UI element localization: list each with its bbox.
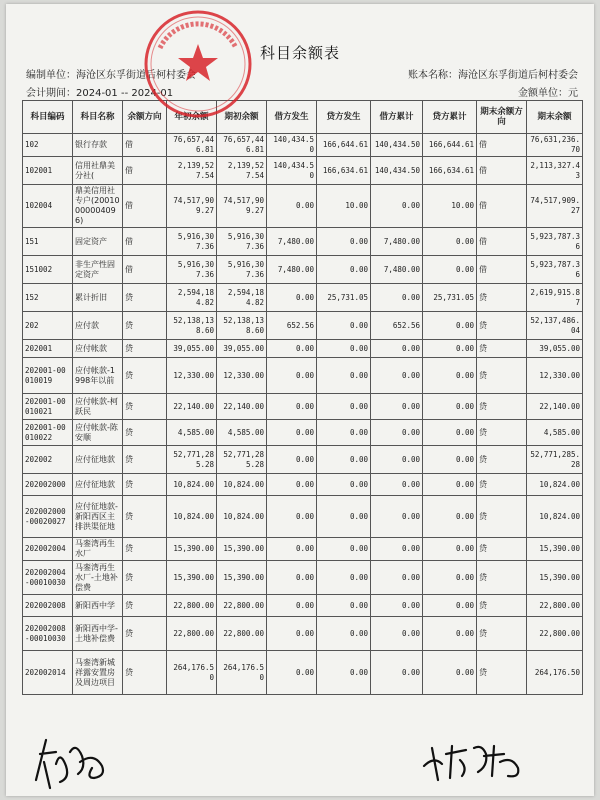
period-opening-balance: 22,800.00 xyxy=(217,595,267,617)
table-body xyxy=(23,134,583,695)
table-row xyxy=(23,474,583,496)
table-row xyxy=(23,617,583,651)
year-opening-balance: 5,916,307.36 xyxy=(167,256,217,284)
balance-direction: 贷 xyxy=(123,561,167,595)
period-opening-balance: 15,390.00 xyxy=(217,538,267,561)
credit-amount: 166,644.61 xyxy=(317,134,371,157)
debit-cumulative: 0.00 xyxy=(371,595,423,617)
credit-amount: 0.00 xyxy=(317,228,371,256)
credit-cumulative: 0.00 xyxy=(423,651,477,695)
debit-cumulative: 140,434.50 xyxy=(371,157,423,185)
credit-amount: 10.00 xyxy=(317,185,371,228)
table-row xyxy=(23,595,583,617)
balance-direction: 借 xyxy=(123,185,167,228)
table-row xyxy=(23,420,583,446)
debit-amount: 0.00 xyxy=(267,496,317,538)
debit-amount: 7,480.00 xyxy=(267,256,317,284)
credit-amount: 0.00 xyxy=(317,420,371,446)
balance-direction: 贷 xyxy=(123,617,167,651)
ending-balance-direction: 贷 xyxy=(477,617,527,651)
accounting-period: 会计期间：2024-01 -- 2024-01 xyxy=(26,88,174,99)
balance-direction: 贷 xyxy=(123,446,167,474)
page-title: 科目余额表 xyxy=(259,44,340,62)
debit-cumulative: 0.00 xyxy=(371,496,423,538)
column-header: 年初余额 xyxy=(167,101,217,134)
table-row xyxy=(23,394,583,420)
account-name: 非生产性固定资产 xyxy=(73,256,123,284)
table-row xyxy=(23,228,583,256)
account-code: 202002004-00010030 xyxy=(23,561,73,595)
debit-amount: 0.00 xyxy=(267,358,317,394)
account-name: 应付征地款 xyxy=(73,474,123,496)
debit-amount: 0.00 xyxy=(267,538,317,561)
ending-balance-direction: 借 xyxy=(477,185,527,228)
account-code: 202002 xyxy=(23,446,73,474)
year-opening-balance: 15,390.00 xyxy=(167,538,217,561)
balance-direction: 借 xyxy=(123,228,167,256)
ending-balance-direction: 贷 xyxy=(477,312,527,340)
balance-direction: 借 xyxy=(123,157,167,185)
table-row xyxy=(23,256,583,284)
debit-amount: 7,480.00 xyxy=(267,228,317,256)
account-code: 202001-00010022 xyxy=(23,420,73,446)
account-name: 马銮湾新城祥露安置房及周边项目 xyxy=(73,651,123,695)
debit-amount: 0.00 xyxy=(267,185,317,228)
credit-cumulative: 25,731.05 xyxy=(423,284,477,312)
account-book-name: 账本名称：海沧区东孚街道后柯村委会 xyxy=(408,70,578,81)
credit-amount: 0.00 xyxy=(317,617,371,651)
balance-table xyxy=(22,100,583,695)
year-opening-balance: 22,800.00 xyxy=(167,595,217,617)
period-opening-balance: 10,824.00 xyxy=(217,474,267,496)
period-opening-balance: 15,390.00 xyxy=(217,561,267,595)
account-name: 应付帐款-柯跃民 xyxy=(73,394,123,420)
period-opening-balance: 264,176.50 xyxy=(217,651,267,695)
debit-amount: 140,434.50 xyxy=(267,134,317,157)
table-row xyxy=(23,157,583,185)
credit-cumulative: 0.00 xyxy=(423,474,477,496)
credit-cumulative: 166,634.61 xyxy=(423,157,477,185)
period-opening-balance: 2,594,184.82 xyxy=(217,284,267,312)
credit-cumulative: 0.00 xyxy=(423,256,477,284)
table-row xyxy=(23,284,583,312)
year-opening-balance: 2,139,527.54 xyxy=(167,157,217,185)
column-header: 科目编码 xyxy=(23,101,73,134)
column-header: 借方累计 xyxy=(371,101,423,134)
balance-direction: 贷 xyxy=(123,595,167,617)
currency-unit: 金额单位：元 xyxy=(518,88,578,99)
account-name: 马銮湾再生水厂-土地补偿费 xyxy=(73,561,123,595)
debit-amount: 0.00 xyxy=(267,595,317,617)
account-name: 累计折旧 xyxy=(73,284,123,312)
period-opening-balance: 2,139,527.54 xyxy=(217,157,267,185)
account-code: 102004 xyxy=(23,185,73,228)
ending-balance: 264,176.50 xyxy=(527,651,583,695)
credit-amount: 0.00 xyxy=(317,595,371,617)
credit-cumulative: 0.00 xyxy=(423,394,477,420)
year-opening-balance: 2,594,184.82 xyxy=(167,284,217,312)
column-header: 科目名称 xyxy=(73,101,123,134)
year-opening-balance: 52,138,138.60 xyxy=(167,312,217,340)
ending-balance-direction: 贷 xyxy=(477,651,527,695)
table-row xyxy=(23,651,583,695)
account-name: 应付征地款 xyxy=(73,446,123,474)
credit-cumulative: 0.00 xyxy=(423,312,477,340)
column-header: 余额方向 xyxy=(123,101,167,134)
account-code: 202002000-00020027 xyxy=(23,496,73,538)
column-header: 期末余额 xyxy=(527,101,583,134)
balance-direction: 贷 xyxy=(123,394,167,420)
credit-cumulative: 0.00 xyxy=(423,446,477,474)
ending-balance: 22,800.00 xyxy=(527,617,583,651)
debit-cumulative: 0.00 xyxy=(371,394,423,420)
year-opening-balance: 52,771,285.28 xyxy=(167,446,217,474)
debit-amount: 0.00 xyxy=(267,340,317,358)
ending-balance: 2,619,915.87 xyxy=(527,284,583,312)
ending-balance: 12,330.00 xyxy=(527,358,583,394)
official-seal-icon xyxy=(142,8,254,120)
period-opening-balance: 5,916,307.36 xyxy=(217,256,267,284)
year-opening-balance: 22,800.00 xyxy=(167,617,217,651)
balance-direction: 贷 xyxy=(123,496,167,538)
table-row xyxy=(23,446,583,474)
credit-cumulative: 166,644.61 xyxy=(423,134,477,157)
credit-cumulative: 0.00 xyxy=(423,538,477,561)
debit-cumulative: 652.56 xyxy=(371,312,423,340)
balance-direction: 贷 xyxy=(123,420,167,446)
account-name: 鼎美信用社专户(20010000004096) xyxy=(73,185,123,228)
ending-balance: 15,390.00 xyxy=(527,538,583,561)
debit-cumulative: 0.00 xyxy=(371,474,423,496)
debit-cumulative: 0.00 xyxy=(371,420,423,446)
debit-amount: 0.00 xyxy=(267,394,317,420)
balance-direction: 贷 xyxy=(123,651,167,695)
account-name: 应付帐款-1998年以前 xyxy=(73,358,123,394)
account-name: 应付帐款 xyxy=(73,340,123,358)
account-code: 151 xyxy=(23,228,73,256)
period-opening-balance: 74,517,909.27 xyxy=(217,185,267,228)
debit-cumulative: 0.00 xyxy=(371,651,423,695)
balance-direction: 借 xyxy=(123,256,167,284)
credit-cumulative: 0.00 xyxy=(423,617,477,651)
ending-balance: 52,137,486.04 xyxy=(527,312,583,340)
ending-balance-direction: 贷 xyxy=(477,394,527,420)
account-code: 202002004 xyxy=(23,538,73,561)
ending-balance: 10,824.00 xyxy=(527,496,583,538)
ending-balance: 74,517,909.27 xyxy=(527,185,583,228)
ending-balance: 22,140.00 xyxy=(527,394,583,420)
credit-cumulative: 0.00 xyxy=(423,561,477,595)
debit-amount: 0.00 xyxy=(267,474,317,496)
table-header-row xyxy=(23,101,583,134)
ending-balance-direction: 贷 xyxy=(477,284,527,312)
credit-cumulative: 0.00 xyxy=(423,228,477,256)
ending-balance-direction: 借 xyxy=(477,134,527,157)
account-code: 202002008-00010030 xyxy=(23,617,73,651)
ending-balance: 76,631,236.70 xyxy=(527,134,583,157)
ending-balance-direction: 借 xyxy=(477,256,527,284)
ending-balance-direction: 贷 xyxy=(477,474,527,496)
account-code: 202002008 xyxy=(23,595,73,617)
period-opening-balance: 4,585.00 xyxy=(217,420,267,446)
debit-amount: 0.00 xyxy=(267,284,317,312)
credit-cumulative: 0.00 xyxy=(423,595,477,617)
account-code: 202002014 xyxy=(23,651,73,695)
credit-amount: 0.00 xyxy=(317,561,371,595)
debit-cumulative: 7,480.00 xyxy=(371,256,423,284)
debit-cumulative: 0.00 xyxy=(371,538,423,561)
ending-balance-direction: 贷 xyxy=(477,538,527,561)
ending-balance-direction: 贷 xyxy=(477,420,527,446)
table-row xyxy=(23,340,583,358)
period-opening-balance: 76,657,446.81 xyxy=(217,134,267,157)
period-opening-balance: 39,055.00 xyxy=(217,340,267,358)
account-name: 固定资产 xyxy=(73,228,123,256)
period-opening-balance: 12,330.00 xyxy=(217,358,267,394)
ending-balance-direction: 借 xyxy=(477,157,527,185)
balance-direction: 贷 xyxy=(123,284,167,312)
credit-amount: 0.00 xyxy=(317,651,371,695)
ending-balance-direction: 贷 xyxy=(477,595,527,617)
compiling-unit: 编制单位：海沧区东孚街道后柯村委会 xyxy=(26,70,196,81)
account-name: 新阳西中学-土地补偿费 xyxy=(73,617,123,651)
table-row xyxy=(23,561,583,595)
ending-balance: 39,055.00 xyxy=(527,340,583,358)
account-name: 应付帐款-陈安顺 xyxy=(73,420,123,446)
balance-direction: 贷 xyxy=(123,474,167,496)
ending-balance-direction: 贷 xyxy=(477,340,527,358)
ending-balance: 22,800.00 xyxy=(527,595,583,617)
table-row xyxy=(23,185,583,228)
year-opening-balance: 12,330.00 xyxy=(167,358,217,394)
column-header: 借方发生 xyxy=(267,101,317,134)
ending-balance: 5,923,787.36 xyxy=(527,256,583,284)
account-code: 102001 xyxy=(23,157,73,185)
ending-balance-direction: 借 xyxy=(477,228,527,256)
account-code: 202001-00010021 xyxy=(23,394,73,420)
debit-cumulative: 0.00 xyxy=(371,358,423,394)
credit-cumulative: 0.00 xyxy=(423,420,477,446)
account-name: 信用社鼎美分社( xyxy=(73,157,123,185)
credit-amount: 0.00 xyxy=(317,256,371,284)
credit-cumulative: 10.00 xyxy=(423,185,477,228)
account-name: 新阳西中学 xyxy=(73,595,123,617)
account-code: 202001 xyxy=(23,340,73,358)
left-signature-icon xyxy=(30,732,120,792)
debit-amount: 0.00 xyxy=(267,617,317,651)
table-row xyxy=(23,538,583,561)
balance-direction: 贷 xyxy=(123,538,167,561)
period-opening-balance: 52,771,285.28 xyxy=(217,446,267,474)
column-header: 期初余额 xyxy=(217,101,267,134)
ending-balance: 52,771,285.28 xyxy=(527,446,583,474)
debit-amount: 0.00 xyxy=(267,420,317,446)
table-row xyxy=(23,134,583,157)
ending-balance-direction: 贷 xyxy=(477,446,527,474)
column-header: 贷方累计 xyxy=(423,101,477,134)
ending-balance: 15,390.00 xyxy=(527,561,583,595)
year-opening-balance: 5,916,307.36 xyxy=(167,228,217,256)
ending-balance-direction: 贷 xyxy=(477,358,527,394)
year-opening-balance: 4,585.00 xyxy=(167,420,217,446)
ending-balance: 2,113,327.43 xyxy=(527,157,583,185)
balance-direction: 贷 xyxy=(123,358,167,394)
credit-amount: 0.00 xyxy=(317,474,371,496)
debit-cumulative: 0.00 xyxy=(371,284,423,312)
right-signature-icon xyxy=(420,736,530,786)
credit-amount: 25,731.05 xyxy=(317,284,371,312)
account-code: 151002 xyxy=(23,256,73,284)
period-opening-balance: 10,824.00 xyxy=(217,496,267,538)
debit-cumulative: 0.00 xyxy=(371,340,423,358)
account-code: 152 xyxy=(23,284,73,312)
credit-amount: 166,634.61 xyxy=(317,157,371,185)
account-name: 马銮湾再生水厂 xyxy=(73,538,123,561)
ending-balance: 10,824.00 xyxy=(527,474,583,496)
year-opening-balance: 22,140.00 xyxy=(167,394,217,420)
credit-amount: 0.00 xyxy=(317,340,371,358)
table-row xyxy=(23,496,583,538)
credit-cumulative: 0.00 xyxy=(423,496,477,538)
period-opening-balance: 22,140.00 xyxy=(217,394,267,420)
credit-cumulative: 0.00 xyxy=(423,340,477,358)
period-opening-balance: 22,800.00 xyxy=(217,617,267,651)
column-header: 贷方发生 xyxy=(317,101,371,134)
year-opening-balance: 74,517,909.27 xyxy=(167,185,217,228)
account-code: 202001-00010019 xyxy=(23,358,73,394)
table-row xyxy=(23,358,583,394)
credit-amount: 0.00 xyxy=(317,312,371,340)
ending-balance: 5,923,787.36 xyxy=(527,228,583,256)
credit-amount: 0.00 xyxy=(317,538,371,561)
credit-amount: 0.00 xyxy=(317,358,371,394)
ending-balance-direction: 贷 xyxy=(477,496,527,538)
account-code: 202 xyxy=(23,312,73,340)
debit-amount: 0.00 xyxy=(267,446,317,474)
debit-amount: 0.00 xyxy=(267,561,317,595)
balance-direction: 贷 xyxy=(123,312,167,340)
year-opening-balance: 15,390.00 xyxy=(167,561,217,595)
credit-amount: 0.00 xyxy=(317,496,371,538)
year-opening-balance: 264,176.50 xyxy=(167,651,217,695)
account-code: 202002000 xyxy=(23,474,73,496)
debit-amount: 652.56 xyxy=(267,312,317,340)
year-opening-balance: 10,824.00 xyxy=(167,474,217,496)
credit-cumulative: 0.00 xyxy=(423,358,477,394)
year-opening-balance: 10,824.00 xyxy=(167,496,217,538)
table-row xyxy=(23,312,583,340)
year-opening-balance: 39,055.00 xyxy=(167,340,217,358)
account-name: 应付征地款-新阳西区主排洪渠征地 xyxy=(73,496,123,538)
debit-cumulative: 0.00 xyxy=(371,185,423,228)
period-opening-balance: 52,138,138.60 xyxy=(217,312,267,340)
debit-cumulative: 140,434.50 xyxy=(371,134,423,157)
balance-direction: 贷 xyxy=(123,340,167,358)
column-header: 期末余额方向 xyxy=(477,101,527,134)
ending-balance-direction: 贷 xyxy=(477,561,527,595)
balance-direction: 借 xyxy=(123,134,167,157)
ending-balance: 4,585.00 xyxy=(527,420,583,446)
debit-amount: 140,434.50 xyxy=(267,157,317,185)
debit-cumulative: 7,480.00 xyxy=(371,228,423,256)
account-name: 应付款 xyxy=(73,312,123,340)
account-code: 102 xyxy=(23,134,73,157)
year-opening-balance: 76,657,446.81 xyxy=(167,134,217,157)
account-name: 银行存款 xyxy=(73,134,123,157)
debit-cumulative: 0.00 xyxy=(371,617,423,651)
credit-amount: 0.00 xyxy=(317,394,371,420)
period-opening-balance: 5,916,307.36 xyxy=(217,228,267,256)
debit-amount: 0.00 xyxy=(267,651,317,695)
debit-cumulative: 0.00 xyxy=(371,446,423,474)
debit-cumulative: 0.00 xyxy=(371,561,423,595)
credit-amount: 0.00 xyxy=(317,446,371,474)
